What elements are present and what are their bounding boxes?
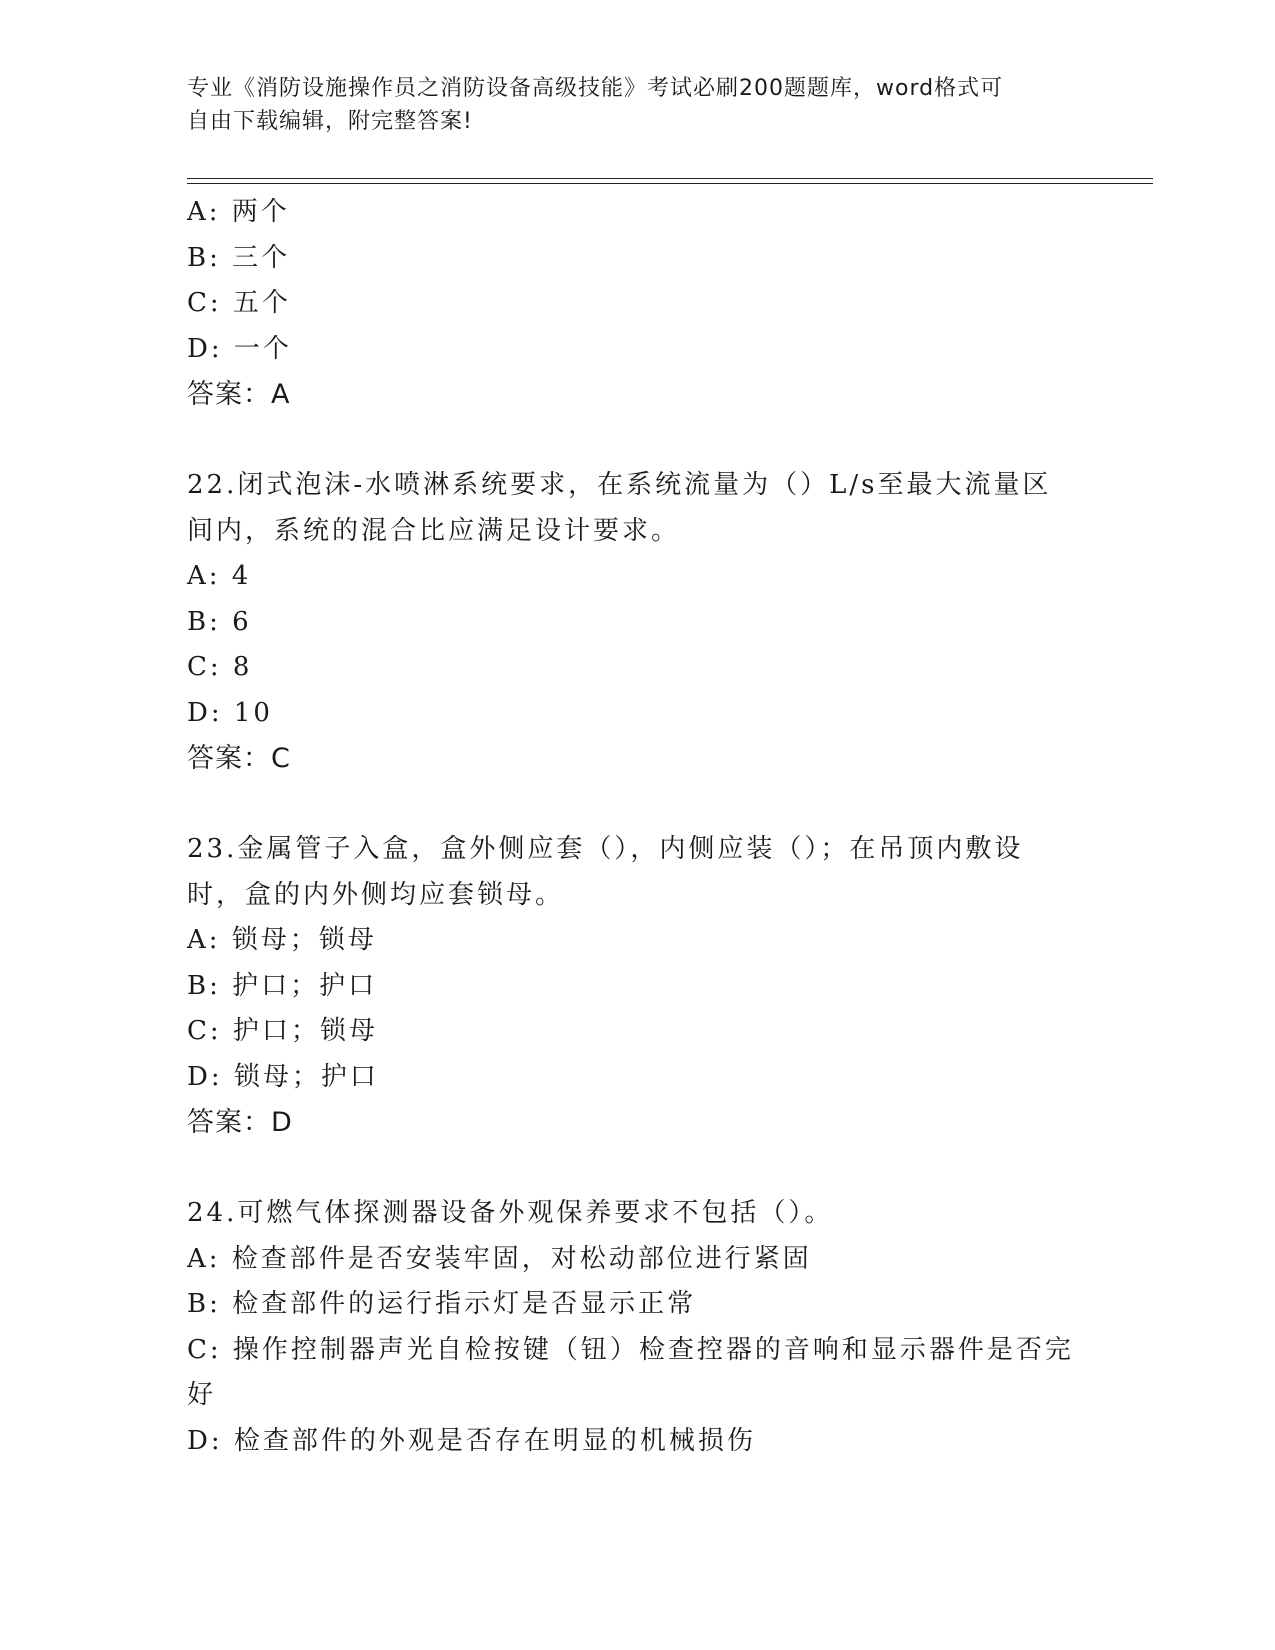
option-d: D: 检查部件的外观是否存在明显的机械损伤 [187,1425,756,1456]
option-b: B: 检查部件的运行指示灯是否显示正常 [187,1289,697,1319]
option-c: C: 操作控制器声光自检按键（钮）检查控器的音响和显示器件是否完好 [187,1334,1074,1410]
option-d: D: 锁母；护口 [187,1061,379,1092]
question-23 [187,827,1087,1146]
option-b: B: 6 [187,606,252,637]
answer-line: 答案：D [187,1107,293,1138]
option-a: A: 锁母；锁母 [187,925,377,955]
question-text: 24.可燃气体探测器设备外观保养要求不包括（）。 [187,1198,834,1228]
answer-line: 答案：A [187,379,291,410]
option-d: D: 10 [187,697,273,728]
option-c: C: 8 [187,652,253,682]
option-c: C: 护口；锁母 [187,1016,378,1046]
question-22 [187,463,1087,782]
answer-line: 答案：C [187,743,291,774]
option-b: B: 三个 [187,242,291,273]
question-21-continued [187,190,1087,418]
option-d: D: 一个 [187,333,292,364]
option-a: A: 两个 [187,197,290,227]
option-b: B: 护口；护口 [187,970,378,1001]
option-a: A: 4 [187,561,252,591]
header-line-1: 专业《消防设施操作员之消防设备高级技能》考试必刷200题题库，word格式可 [187,76,1004,101]
document-header [187,72,1087,138]
header-divider-top [187,178,1153,179]
question-content [187,190,1087,1464]
question-text: 23.金属管子入盒，盒外侧应套（），内侧应装（）；在吊顶内敷设时，盒的内外侧均应套锁母。 [187,834,1024,910]
question-24 [187,1191,1087,1464]
option-a: A: 检查部件是否安装牢固，对松动部位进行紧固 [187,1243,812,1274]
question-text: 22.闭式泡沫-水喷淋系统要求，在系统流量为（）L/s至最大流量区间内，系统的混合比应满足设计要求。 [187,470,1052,546]
option-c: C: 五个 [187,288,291,318]
header-line-2: 自由下载编辑，附完整答案! [187,109,473,134]
header-divider-bottom [187,183,1153,184]
